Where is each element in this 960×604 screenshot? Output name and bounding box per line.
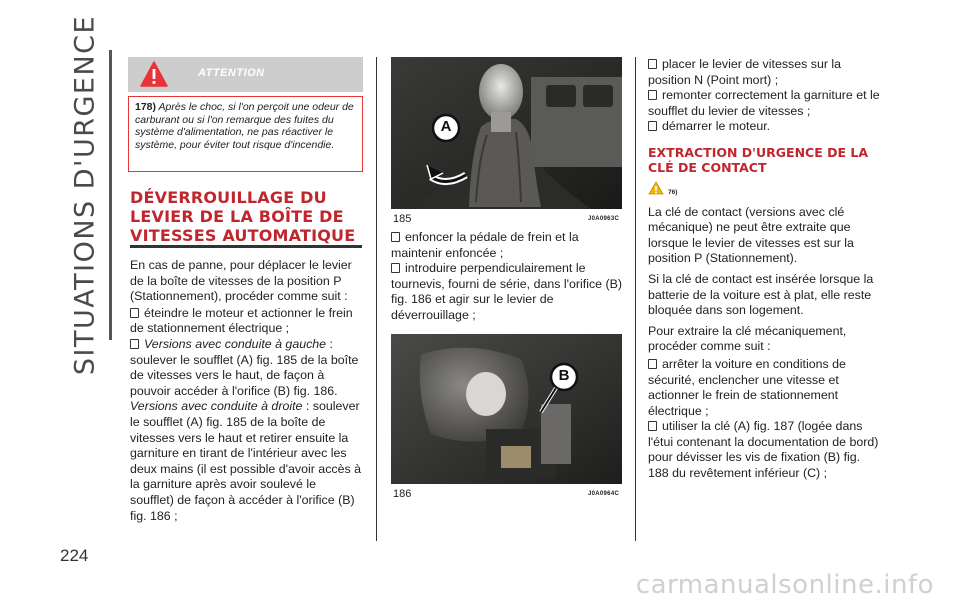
intro-paragraph: En cas de panne, pour déplacer le levier de la boîte de vitesses de la position P (Stationnement), procéder comme suit : [130,258,352,304]
side-divider [109,50,112,340]
warning-text: Après le choc, si l'on perçoit une odeur de carburant ou si l'on remarque des fuites du système d'alimentation, ne pas réactiver le système, pour éviter tout risque d'incendie. [135,101,354,151]
warning-reference: 76) [648,181,884,201]
figure-185-callout: A [440,118,452,135]
section-heading: DÉVERROUILLAGE DU LEVIER DE LA BOÎTE DE VITESSES AUTOMATIQUE [130,188,356,245]
checkbox-bullet-icon [648,359,657,369]
column-divider [376,57,377,541]
list-item: enfoncer la pédale de frein et la maintenir enfoncée ; [391,230,579,260]
warning-triangle-icon [140,61,168,87]
checkbox-bullet-icon [130,308,139,318]
section-heading: EXTRACTION D'URGENCE DE LA CLÉ DE CONTACT [648,144,869,175]
list-item: arrêter la voiture en conditions de sécurité, enclencher une vitesse et actionner le frein de stationnement électrique ; [648,356,846,418]
figure-186-code: J0A0964C [588,491,620,497]
figure-185-number: 185 [393,213,412,225]
list-item: Versions avec conduite à gauche : soulever le soufflet (A) fig. 185 de la boîte de vitesses vers le haut, de façon à pouvoir accéder à l'orifice (B) fig. 186. Versions avec conduite à droite : soulever le soufflet (A) fig. 185 de la boîte de vitesses vers le haut et retirer ensuite la garniture en tirant de l'intérieur avec les deux mains (il est possible d'avoir accès à la garniture après avoir soulevé le soufflet) de façon à accéder à l'orifice (B) fig. 186 ; [130,336,362,523]
column-2-text [391,230,623,324]
warning-header [128,57,363,92]
heading-underline [130,245,362,248]
warning-number: 178) [135,101,157,113]
paragraph: La clé de contact (versions avec clé mécanique) ne peut être extraite que lorsque le levier de vitesses est sur la position P (Stationnement). [648,204,854,266]
column-1 [130,188,362,524]
list-item: remonter correctement la garniture et le soufflet du levier de vitesses ; [648,88,880,118]
figure-186-number: 186 [393,488,412,500]
list-item: placer le levier de vitesses sur la position N (Point mort) ; [648,57,842,87]
page-number: 224 [60,546,89,565]
paragraph: Pour extraire la clé mécaniquement, procéder comme suit : [648,323,847,354]
checkbox-bullet-icon [130,339,139,349]
warning-title: ATTENTION [198,67,265,79]
checkbox-bullet-icon [391,232,400,242]
list-item: éteindre le moteur et actionner le frein de stationnement électrique ; [130,305,353,336]
checkbox-bullet-icon [648,121,657,131]
checkbox-bullet-icon [391,263,400,273]
section-title: SITUATIONS D'URGENCE [69,14,101,376]
checkbox-bullet-icon [648,421,657,431]
checkbox-bullet-icon [648,59,657,69]
list-item: introduire perpendiculairement le tournevis, fourni de série, dans l'orifice (B) fig. 186 et agir sur le levier de déverrouillage ; [391,261,623,322]
small-warning-icon [648,181,664,195]
figure-185-code: J0A0963C [588,216,620,222]
warning-body [128,96,363,172]
checkbox-bullet-icon [648,90,657,100]
figure-186-photo [391,334,622,484]
section-side-tab [58,14,112,376]
paragraph: Si la clé de contact est insérée lorsque la batterie de la voiture est à plat, elle reste bloquée dans son logement. [648,271,874,318]
gear-shift-boot-image [391,57,622,209]
shifter-access-hole-image [391,334,622,484]
figure-185-photo [391,57,622,209]
list-item: utiliser la clé (A) fig. 187 (logée dans l'étui contenant la documentation de bord) pour dévisser les vis de fixation (B) fig. 188 du revêtement inférieur (C) ; [648,419,879,481]
watermark: carmanualsonline.info [635,570,934,600]
column-3 [648,57,884,482]
figure-186-callout: B [558,367,570,384]
column-divider [635,57,636,541]
list-item: démarrer le moteur. [648,119,884,135]
